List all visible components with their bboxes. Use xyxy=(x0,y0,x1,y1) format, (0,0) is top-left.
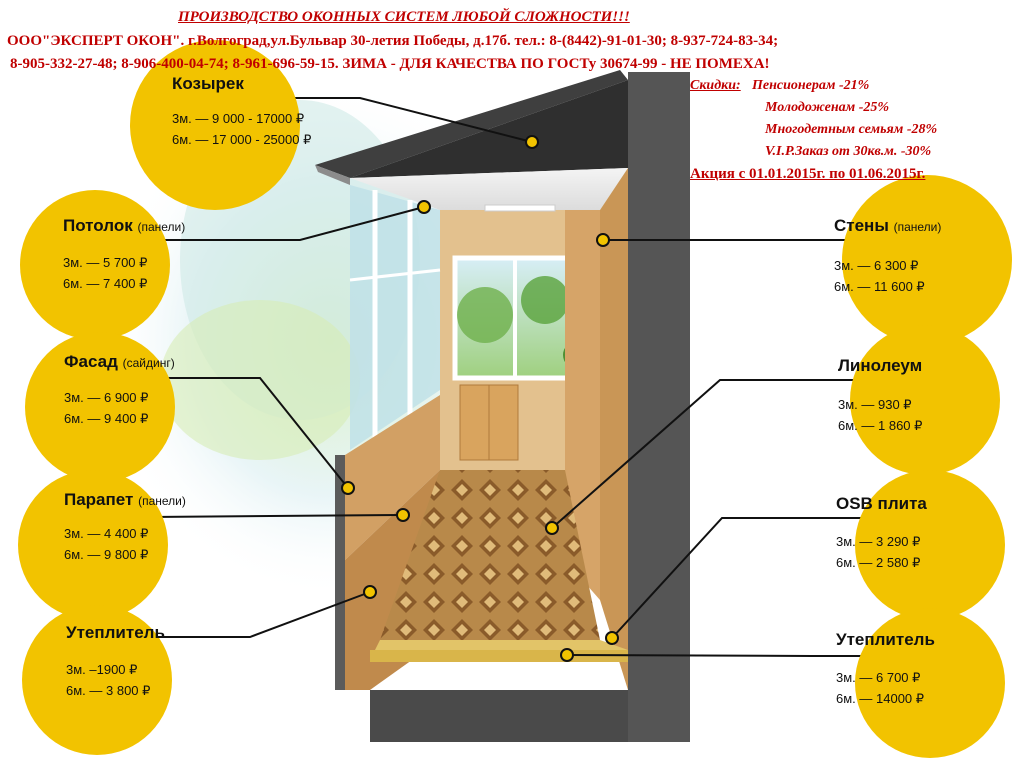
price-walls: 3м. — 6 300 ₽ 6м. — 11 600 ₽ xyxy=(834,258,925,294)
label-visor: Козырек xyxy=(172,74,244,93)
price-osb: 3м. — 3 290 ₽ 6м. — 2 580 ₽ xyxy=(836,534,921,570)
label-parapet: Парапет (панели) xyxy=(64,490,186,509)
price-insulation-right: 3м. — 6 700 ₽ 6м. — 14000 ₽ xyxy=(836,670,925,706)
discount-vip: V.I.P.Заказ от 30кв.м. -30% xyxy=(765,144,932,159)
price-linoleum: 3м. — 930 ₽ 6м. — 1 860 ₽ xyxy=(838,397,923,433)
header-title: ПРОИЗВОДСТВО ОКОННЫХ СИСТЕМ ЛЮБОЙ СЛОЖНОСТИ!!! xyxy=(178,9,630,25)
discount-large-families: Многодетным семьям -28% xyxy=(765,122,938,137)
marker-ceiling xyxy=(418,201,430,213)
header-address: ООО"ЭКСПЕРТ ОКОН". г.Волгоград,ул.Бульвар 30-летия Победы, д.17б. тел.: 8-(8442)-91-01-30; 8-937-724-83-34; xyxy=(7,33,779,49)
discounts-label: Скидки: xyxy=(690,78,741,93)
price-parapet: 3м. — 4 400 ₽ 6м. — 9 800 ₽ xyxy=(64,526,149,562)
marker-osb xyxy=(606,632,618,644)
discount-pensioners: Пенсионерам -21% xyxy=(752,78,870,93)
marker-insulation-left xyxy=(364,586,376,598)
price-visor: 3м. — 9 000 - 17000 ₽ 6м. — 17 000 - 25000 ₽ xyxy=(172,111,312,147)
label-ceiling: Потолок (панели) xyxy=(63,216,186,235)
price-insulation-left: 3м. –1900 ₽ 6м. — 3 800 ₽ xyxy=(66,662,151,698)
marker-facade xyxy=(342,482,354,494)
marker-insulation-right xyxy=(561,649,573,661)
label-insulation-right: Утеплитель xyxy=(836,630,935,649)
marker-parapet xyxy=(397,509,409,521)
promo-period: Акция с 01.01.2015г. по 01.06.2015г. xyxy=(690,166,926,182)
label-osb: OSB плита xyxy=(836,494,927,513)
marker-linoleum xyxy=(546,522,558,534)
label-linoleum: Линолеум xyxy=(838,356,923,375)
price-ceiling: 3м. — 5 700 ₽ 6м. — 7 400 ₽ xyxy=(63,255,148,291)
price-facade: 3м. — 6 900 ₽ 6м. — 9 400 ₽ xyxy=(64,390,149,426)
header-phones: 8-905-332-27-48; 8-906-400-04-74; 8-961-696-59-15. ЗИМА - ДЛЯ КАЧЕСТВА ПО ГОСТу 30674-99 - НЕ ПОМЕХА! xyxy=(10,56,770,72)
label-walls: Стены (панели) xyxy=(834,216,942,235)
label-facade: Фасад (сайдинг) xyxy=(64,352,175,371)
marker-walls xyxy=(597,234,609,246)
marker-visor xyxy=(526,136,538,148)
discount-newlyweds: Молодоженам -25% xyxy=(765,100,890,115)
label-insulation-left: Утеплитель xyxy=(66,623,165,642)
